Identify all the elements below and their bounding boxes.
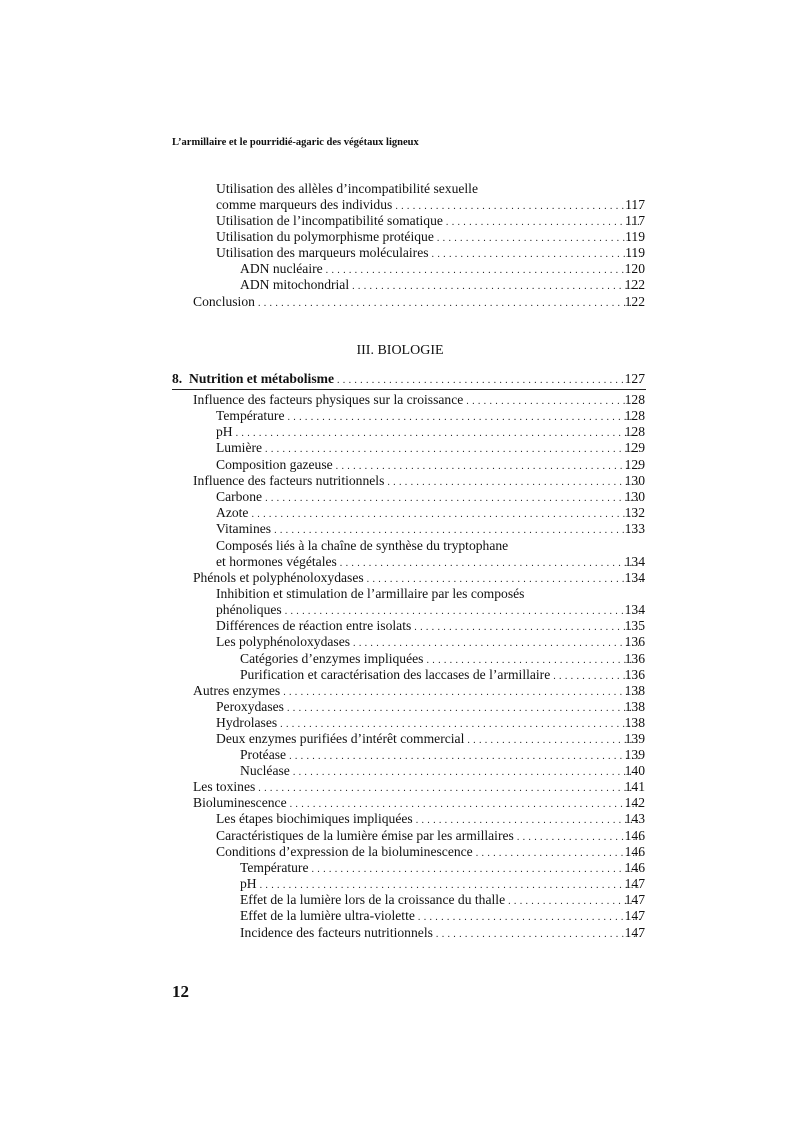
toc-entry-page: 117 [625,213,645,228]
toc-entry [0,602,800,618]
toc-entry-text: Deux enzymes purifiées d’intérêt commercial [216,731,465,746]
toc-entry [0,277,800,293]
toc-entry [0,747,800,763]
toc-entry-page: 147 [624,876,645,891]
toc-entry-text: Composés liés à la chaîne de synthèse du tryptophane [216,538,509,553]
toc-entry-text: Bioluminescence [193,795,287,810]
toc-entry-text: Caractéristiques de la lumière émise par les armillaires [216,828,514,843]
toc-entry-page: 146 [624,860,645,875]
toc-entry-page: 136 [624,634,645,649]
toc-entry [0,925,800,941]
toc-entry-page: 119 [625,245,645,260]
toc-entry [0,538,800,554]
toc-entry [0,651,800,667]
toc-entry-text: phénoliques [216,602,282,617]
toc-entry [0,554,800,570]
toc-entry-text: Peroxydases [216,699,284,714]
chapter-title: Nutrition et métabolisme [189,371,334,386]
toc-entry-text: Les toxines [193,779,256,794]
toc-entry-text: Purification et caractérisation des laccases de l’armillaire [240,667,551,682]
toc-entry [0,294,800,310]
toc-entry [0,197,800,213]
toc-entry [0,683,800,699]
toc-entry [0,181,800,197]
toc-entry-page: 134 [624,570,645,585]
toc-entry [0,408,800,424]
toc-entry-text: Conclusion [193,294,255,309]
toc-entry-text: Les étapes biochimiques impliquées [216,811,413,826]
toc-entry [0,860,800,876]
toc-entry-text: Utilisation des allèles d’incompatibilité sexuelle [216,181,478,196]
toc-entry-text: Utilisation de l’incompatibilité somatique [216,213,443,228]
toc-entry [0,795,800,811]
toc-entry-text: Carbone [216,489,263,504]
toc-entry [0,763,800,779]
toc-entry-text: Les polyphénoloxydases [216,634,351,649]
toc-entry-text: Conditions d’expression de la bioluminescence [216,844,473,859]
toc-entry-page: 141 [624,779,645,794]
toc-entry-page: 129 [624,440,645,455]
toc-entry-page: 119 [625,229,645,244]
toc-entry-page: 143 [624,811,645,826]
toc-entry-text: Autres enzymes [193,683,281,698]
toc-entry-page: 134 [624,554,645,569]
toc-entry-page: 139 [624,731,645,746]
toc-entry-page: 122 [624,277,645,292]
toc-entry [0,779,800,795]
toc-entry [0,699,800,715]
toc-entry-text: Incidence des facteurs nutritionnels [240,925,433,940]
running-header: L’armillaire et le pourridié-agaric des végétaux ligneux [172,137,419,148]
toc-entry [0,505,800,521]
toc-entry-text: Température [216,408,285,423]
toc-entry [0,618,800,634]
toc-entry [0,229,800,245]
toc-entry-page: 117 [625,197,645,212]
toc-entry-text: Vitamines [216,521,272,536]
toc-entry-text: comme marqueurs des individus [216,197,393,212]
toc-entry-page: 128 [624,424,645,439]
toc-entry [0,828,800,844]
toc-entry [0,876,800,892]
toc-entry-text: Influence des facteurs nutritionnels [193,473,385,488]
toc-entry [0,715,800,731]
toc-entry [0,667,800,683]
toc-entry-text: Lumière [216,440,263,455]
toc-entry-text: et hormones végétales [216,554,337,569]
toc-entry-text: Température [240,860,309,875]
toc-entry-page: 135 [624,618,645,633]
toc-entry-page: 146 [624,844,645,859]
toc-entry [0,245,800,261]
toc-entry [0,811,800,827]
toc-entry-text: ADN mitochondrial [240,277,350,292]
toc-entry [0,570,800,586]
toc-entry-page: 130 [624,489,645,504]
toc-entry-text: Effet de la lumière ultra-violette [240,908,415,923]
toc-entry-text: Protéase [240,747,287,762]
toc-entry [0,634,800,650]
toc-entry-page: 136 [624,651,645,666]
toc-entry [0,440,800,456]
toc-entry-text: Nucléase [240,763,290,778]
toc-entry-page: 139 [624,747,645,762]
toc-entry-page: 146 [624,828,645,843]
toc-entry-page: 147 [624,892,645,907]
toc-entry-page: 140 [624,763,645,778]
toc-entry-text: ADN nucléaire [240,261,323,276]
toc-entry-page: 120 [624,261,645,276]
toc-entry [0,261,800,277]
toc-entry-text: Azote [216,505,249,520]
toc-entry-page: 147 [624,925,645,940]
toc-entry-text: Inhibition et stimulation de l’armillaire par les composés [216,586,525,601]
toc-entry-page: 142 [624,795,645,810]
toc-entry-text: pH [216,424,233,439]
toc-entry-text: Phénols et polyphénoloxydases [193,570,364,585]
toc-entry-text: Catégories d’enzymes impliquées [240,651,424,666]
chapter-entry [0,371,800,387]
toc-entry-text: Influence des facteurs physiques sur la croissance [193,392,464,407]
toc-entry [0,908,800,924]
toc-entry-page: 130 [624,473,645,488]
toc-entry-page: 132 [624,505,645,520]
toc-entry [0,213,800,229]
toc-entry-page: 147 [624,908,645,923]
toc-entry [0,392,800,408]
toc-entry [0,473,800,489]
toc-entry [0,586,800,602]
toc-entry-page: 129 [624,457,645,472]
toc-entry-page: 122 [624,294,645,309]
toc-entry-page: 134 [624,602,645,617]
toc-entry-page: 136 [624,667,645,682]
toc-entry-text: Différences de réaction entre isolats [216,618,412,633]
toc-entry [0,457,800,473]
toc-entry-page: 138 [624,683,645,698]
toc-entry-text: Utilisation des marqueurs moléculaires [216,245,429,260]
chapter-rule [172,389,646,390]
chapter-number: 8. [172,371,183,386]
chapter-page: 127 [624,371,645,386]
toc-entry-text: Composition gazeuse [216,457,333,472]
toc-entry-page: 138 [624,699,645,714]
toc-entry-text: Hydrolases [216,715,278,730]
page-number: 12 [172,982,189,1001]
toc-entry [0,489,800,505]
toc-entry-text: Utilisation du polymorphisme protéique [216,229,434,244]
toc-entry-text: pH [240,876,257,891]
toc-entry [0,844,800,860]
toc-entry [0,892,800,908]
toc-entry [0,424,800,440]
toc-entry-page: 128 [624,408,645,423]
toc-entry-page: 128 [624,392,645,407]
toc-entry [0,731,800,747]
toc-entry-page: 138 [624,715,645,730]
section-heading: III. BIOLOGIE [356,343,444,358]
toc-entry-text: Effet de la lumière lors de la croissance du thalle [240,892,506,907]
toc-entry [0,521,800,537]
toc-entry-page: 133 [624,521,645,536]
